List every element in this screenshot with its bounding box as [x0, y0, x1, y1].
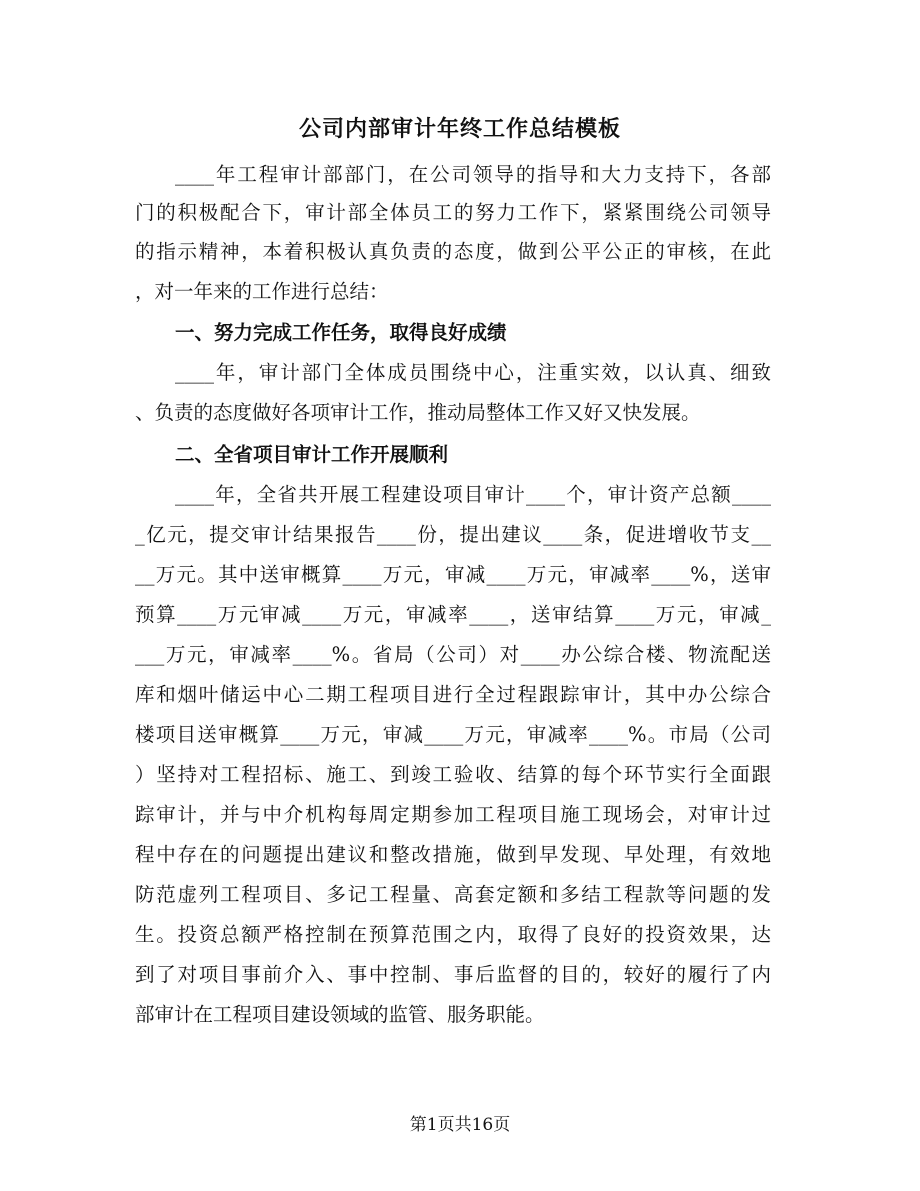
- text-line: ____年工程审计部部门，在公司领导的指导和大力支持下，各部: [175, 163, 771, 186]
- text-line: 到了对项目事前介入、事中控制、事后监督的目的，较好的履行了内: [135, 963, 771, 986]
- text-line: ___万元，审减率____%。省局（公司）对____办公综合楼、物流配送: [135, 643, 771, 666]
- section-heading: 二、全省项目审计工作开展顺利: [175, 443, 449, 466]
- text-line: 部审计在工程项目建设领域的监管、服务职能。: [135, 1003, 545, 1026]
- text-line: 门的积极配合下，审计部全体员工的努力工作下，紧紧围绕公司领导: [135, 201, 771, 224]
- text-line: 预算____万元审减____万元，审减率____，送审结算____万元，审减_: [135, 603, 771, 626]
- text-line: 生。投资总额严格控制在预算范围之内，取得了良好的投资效果，达: [135, 923, 771, 946]
- text-line: _亿元，提交审计结果报告____份，提出建议____条，促进增收节支__: [135, 523, 771, 546]
- section-heading: 一、努力完成工作任务，取得良好成绩: [175, 321, 507, 344]
- text-line: ____年，审计部门全体成员围绕中心，注重实效，以认真、细致: [175, 361, 771, 384]
- text-line: 、负责的态度做好各项审计工作，推动局整体工作又好又快发展。: [135, 401, 701, 424]
- text-line: ，对一年来的工作进行总结：: [135, 280, 389, 303]
- page-footer: 第1页共16页: [409, 1115, 511, 1135]
- document-title: 公司内部审计年终工作总结模板: [298, 116, 621, 142]
- text-line: ）坚持对工程招标、施工、到竣工验收、结算的每个环节实行全面跟: [135, 763, 771, 786]
- text-line: 库和烟叶储运中心二期工程项目进行全过程跟踪审计，其中办公综合: [135, 683, 771, 706]
- text-line: ____年，全省共开展工程建设项目审计____个，审计资产总额____: [175, 483, 771, 506]
- text-line: 楼项目送审概算____万元，审减____万元，审减率____%。市局（公司: [135, 723, 771, 746]
- text-line: 防范虚列工程项目、多记工程量、高套定额和多结工程款等问题的发: [135, 883, 771, 906]
- text-line: 踪审计，并与中介机构每周定期参加工程项目施工现场会，对审计过: [135, 803, 771, 826]
- text-line: 程中存在的问题提出建议和整改措施，做到早发现、早处理，有效地: [135, 843, 771, 866]
- text-line: __万元。其中送审概算____万元，审减____万元，审减率____%，送审: [135, 563, 771, 586]
- text-line: 的指示精神，本着积极认真负责的态度，做到公平公正的审核，在此: [135, 240, 771, 263]
